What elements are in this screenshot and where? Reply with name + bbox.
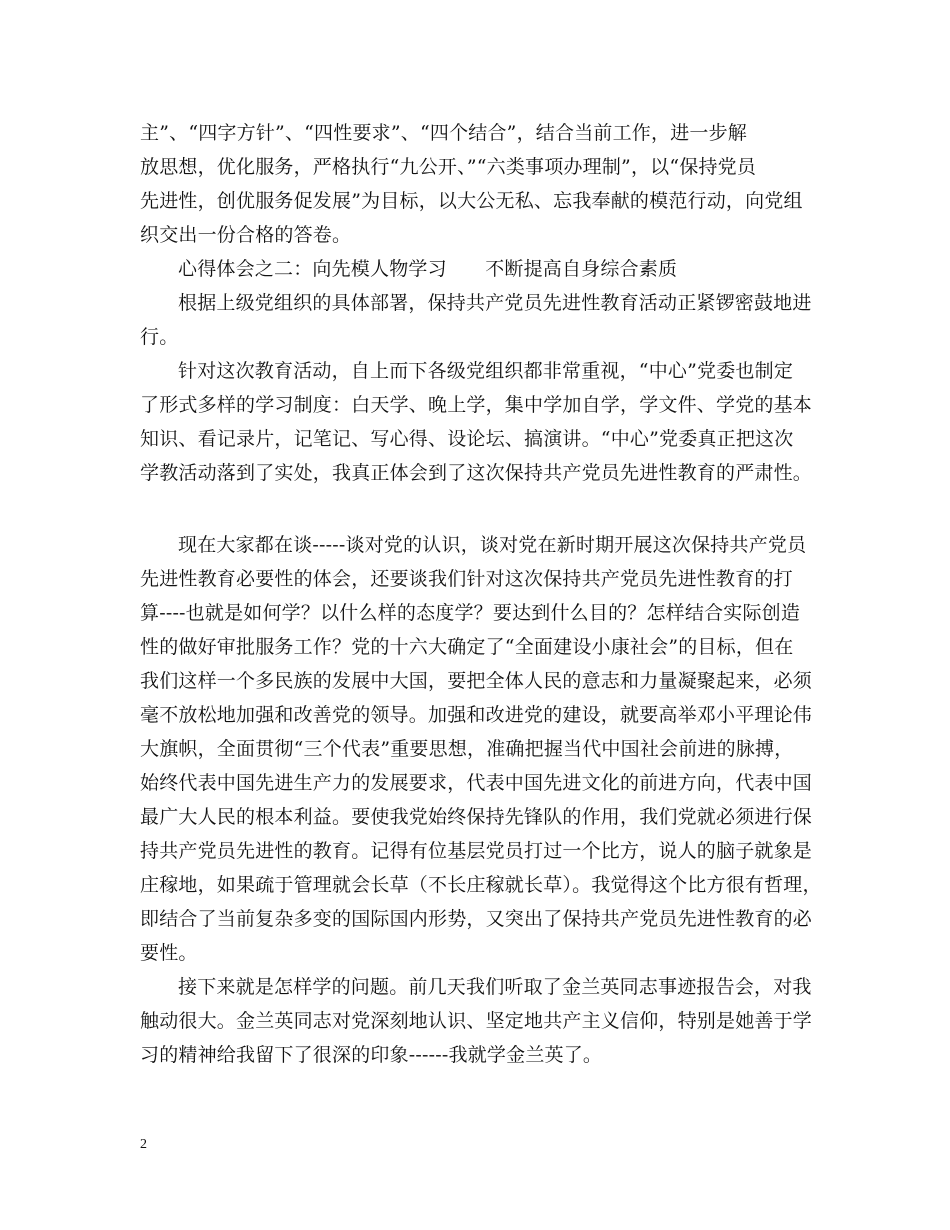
text-line: 知识、看记录片，记笔记、写心得、设论坛、搞演讲。“中心”党委真正把这次 — [140, 428, 794, 450]
paragraph — [140, 116, 812, 252]
text-line: 放思想，优化服务，严格执行“九公开、”“六类事项办理制”，以“保持党员 — [140, 156, 757, 178]
text-line: 最广大人民的根本利益。要使我党始终保持先锋队的作用，我们党就必须进行保 — [140, 806, 813, 828]
text-line: 毫不放松地加强和改善党的领导。加强和改进党的建设，就要高举邓小平理论伟 — [140, 704, 813, 726]
text-line: 即结合了当前复杂多变的国际国内形势，又突出了保持共产党员先进性教育的必 — [140, 908, 813, 930]
text-line: 先进性教育必要性的体会，还要谈我们针对这次保持共产党员先进性教育的打 — [140, 568, 793, 590]
blank-line — [140, 490, 812, 528]
text-line: 根据上级党组织的具体部署，保持共产党员先进性教育活动正紧锣密鼓地进 — [178, 292, 812, 314]
paragraph — [140, 528, 822, 970]
text-line: 始终代表中国先进生产力的发展要求，代表中国先进文化的前进方向，代表中国 — [140, 772, 813, 794]
text-line: 先进性，创优服务促发展”为目标，以大公无私、忘我奉献的模范行动，向党组 — [140, 190, 803, 212]
text-line: 心得体会之二：向先模人物学习 不断提高自身综合素质 — [178, 258, 678, 280]
text-line: 性的做好审批服务工作？党的十六大确定了“全面建设小康社会”的目标，但在 — [140, 636, 794, 658]
paragraph — [140, 286, 812, 354]
text-line: 了形式多样的学习制度：白天学、晚上学，集中学加自学，学文件、学党的基本 — [140, 394, 813, 416]
text-line: 针对这次教育活动，自上而下各级党组织都非常重视，“中心”党委也制定 — [178, 360, 794, 382]
text-line: 现在大家都在谈-----谈对党的认识，谈对党在新时期开展这次保持共产党员 — [178, 534, 807, 556]
paragraph — [140, 252, 812, 286]
text-line: 大旗帜，全面贯彻“三个代表”重要思想，准确把握当代中国社会前进的脉搏， — [140, 738, 794, 760]
text-line: 触动很大。金兰英同志对党深刻地认识、坚定地共产主义信仰，特别是她善于学 — [140, 1010, 813, 1032]
text-line: 织交出一份合格的答卷。 — [140, 224, 352, 246]
text-line: 学教活动落到了实处，我真正体会到了这次保持共产党员先进性教育的严肃性。 — [140, 462, 813, 484]
text-line: 要性。 — [140, 942, 198, 964]
text-line: 持共产党员先进性的教育。记得有位基层党员打过一个比方，说人的脑子就象是 — [140, 840, 813, 862]
text-line: 习的精神给我留下了很深的印象------我就学金兰英了。 — [140, 1044, 603, 1066]
text-line: 算----也就是如何学？以什么样的态度学？要达到什么目的？怎样结合实际创造 — [140, 602, 801, 624]
text-line: 接下来就是怎样学的问题。前几天我们听取了金兰英同志事迹报告会，对我 — [178, 976, 812, 998]
text-line: 庄稼地，如果疏于管理就会长草（不长庄稼就长草）。我觉得这个比方很有哲理， — [140, 874, 822, 896]
text-line: 行。 — [140, 326, 179, 348]
text-line: 主”、“四字方针”、“四性要求”、“四个结合”，结合当前工作，进一步解 — [140, 122, 747, 144]
document-body — [140, 116, 822, 1072]
paragraph — [140, 354, 812, 490]
paragraph — [140, 970, 812, 1072]
text-line: 我们这样一个多民族的发展中大国，要把全体人民的意志和力量凝聚起来，必须 — [140, 670, 813, 692]
page-number: 2 — [140, 1137, 147, 1152]
